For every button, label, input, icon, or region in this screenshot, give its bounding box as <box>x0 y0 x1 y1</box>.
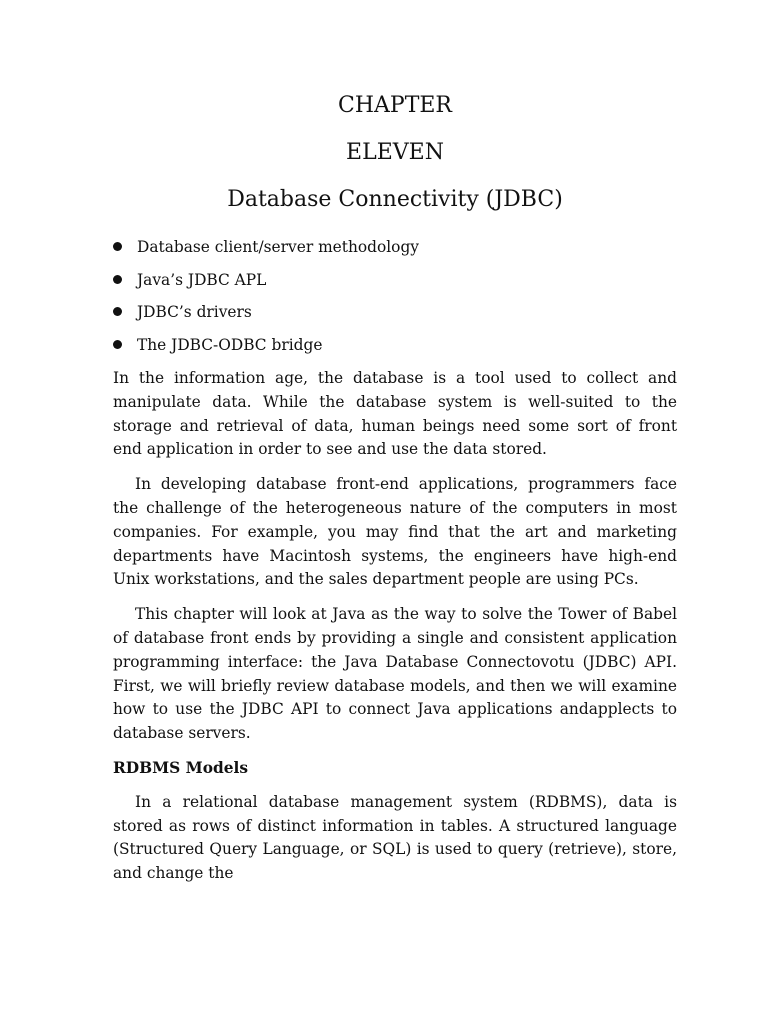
list-item-text: Java’s JDBC APL <box>137 270 267 289</box>
chapter-label: CHAPTER <box>337 93 452 118</box>
bullet-icon <box>113 307 122 316</box>
list-item <box>113 335 677 355</box>
paragraph-chapter-overview: This chapter will look at Java as the way to solve the Tower of Babel of database front ends by providing a single and consistent application programming interface: the Java Database Connectovotu (JDBC) API. First, we will briefly review database models, and then we will examine how to use the JDBC API to connect Java applications andapplects to database servers. <box>113 605 677 743</box>
list-item-text: Database client/server methodology <box>137 238 419 256</box>
list-item-text: JDBC’s drivers <box>137 303 252 321</box>
bullet-icon <box>113 242 122 251</box>
chapter-title: Database Connectivity (JDBC) <box>227 187 563 212</box>
topic-list <box>113 237 677 355</box>
bullet-icon <box>113 340 122 349</box>
paragraph-heterogeneous: In developing database front-end applications, programmers face the challenge of the heterogeneous nature of the computers in most companies. For example, you may find that the art and marketing departments have Macintosh systems, the engineers have high-end Unix workstations, and the sales department people are using PCs. <box>113 475 677 589</box>
list-item <box>113 270 677 290</box>
bullet-icon <box>113 275 122 284</box>
paragraph-intro: In the information age, the database is a tool used to collect and manipulate data. While the database system is well-suited to the storage and retrieval of data, human beings need some sort of front end application in order to see and use the data stored. <box>113 369 677 459</box>
list-item <box>113 237 677 257</box>
list-item-text: The JDBC-ODBC bridge <box>137 335 323 354</box>
paragraph-rdbms: In a relational database management system (RDBMS), data is stored as rows of distinct information in tables. A structured language (Structured Query Language, or SQL) is used to query (retrieve), store, and change the <box>113 792 677 883</box>
section-heading: RDBMS Models <box>113 758 249 777</box>
chapter-number: ELEVEN <box>346 140 444 165</box>
list-item <box>113 302 677 322</box>
